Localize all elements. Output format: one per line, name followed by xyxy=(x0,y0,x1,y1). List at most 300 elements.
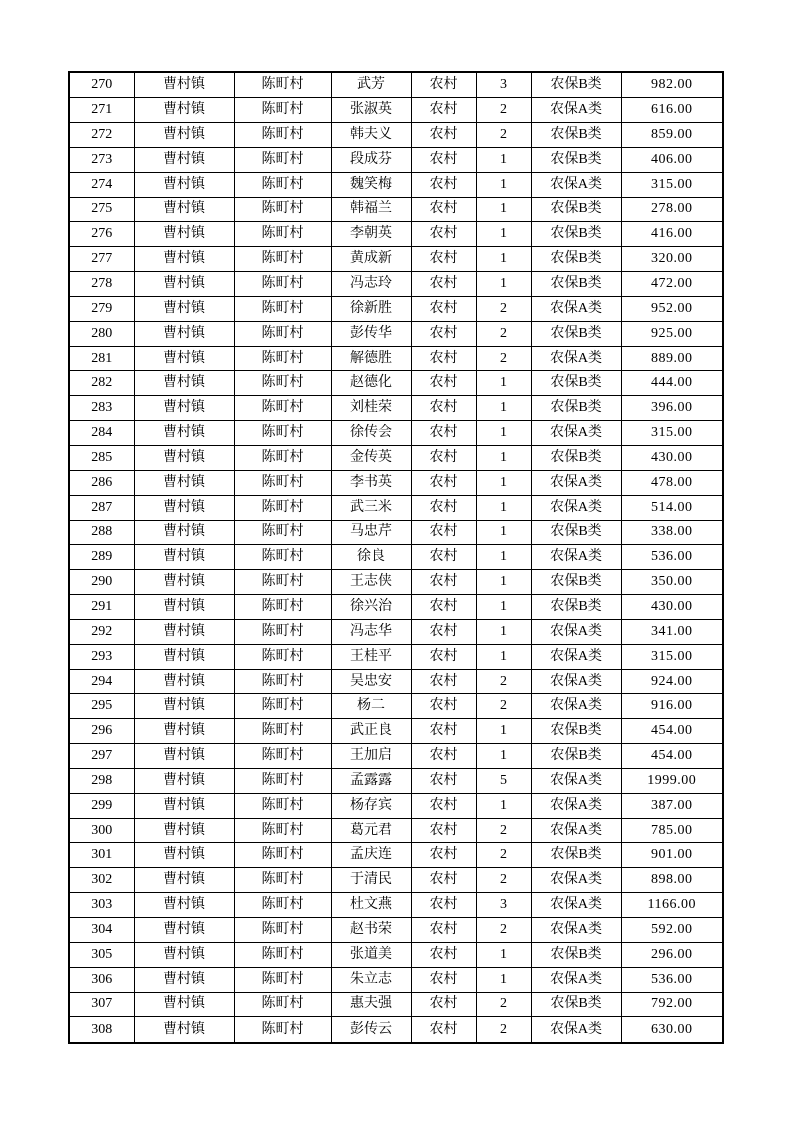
town: 曹村镇 xyxy=(134,421,234,446)
insurance-class: 农保B类 xyxy=(531,520,621,545)
person-count: 1 xyxy=(476,495,531,520)
person-count: 1 xyxy=(476,371,531,396)
residence-category: 农村 xyxy=(411,222,476,247)
town: 曹村镇 xyxy=(134,644,234,669)
table-row xyxy=(69,72,723,98)
village: 陈町村 xyxy=(234,595,331,620)
person-name: 解德胜 xyxy=(331,346,411,371)
person-name: 彭传华 xyxy=(331,321,411,346)
town: 曹村镇 xyxy=(134,570,234,595)
insurance-class: 农保B类 xyxy=(531,247,621,272)
table-row xyxy=(69,595,723,620)
town: 曹村镇 xyxy=(134,123,234,148)
person-name: 李书英 xyxy=(331,470,411,495)
person-name: 韩福兰 xyxy=(331,197,411,222)
residence-category: 农村 xyxy=(411,868,476,893)
village: 陈町村 xyxy=(234,445,331,470)
row-number: 286 xyxy=(69,470,134,495)
person-count: 1 xyxy=(476,147,531,172)
residence-category: 农村 xyxy=(411,619,476,644)
town: 曹村镇 xyxy=(134,172,234,197)
row-number: 275 xyxy=(69,197,134,222)
row-number: 304 xyxy=(69,918,134,943)
table-body xyxy=(69,72,723,1043)
amount: 792.00 xyxy=(621,992,723,1017)
amount: 1166.00 xyxy=(621,893,723,918)
person-count: 1 xyxy=(476,570,531,595)
insurance-class: 农保B类 xyxy=(531,396,621,421)
table-row xyxy=(69,421,723,446)
row-number: 271 xyxy=(69,98,134,123)
person-count: 1 xyxy=(476,396,531,421)
person-count: 2 xyxy=(476,669,531,694)
amount: 901.00 xyxy=(621,843,723,868)
residence-category: 农村 xyxy=(411,172,476,197)
insurance-class: 农保A类 xyxy=(531,918,621,943)
person-name: 武正良 xyxy=(331,719,411,744)
insurance-class: 农保A类 xyxy=(531,694,621,719)
amount: 536.00 xyxy=(621,967,723,992)
insurance-class: 农保A类 xyxy=(531,644,621,669)
insurance-class: 农保B类 xyxy=(531,570,621,595)
row-number: 289 xyxy=(69,545,134,570)
town: 曹村镇 xyxy=(134,371,234,396)
row-number: 272 xyxy=(69,123,134,148)
amount: 924.00 xyxy=(621,669,723,694)
residence-category: 农村 xyxy=(411,495,476,520)
amount: 320.00 xyxy=(621,247,723,272)
amount: 387.00 xyxy=(621,793,723,818)
town: 曹村镇 xyxy=(134,495,234,520)
residence-category: 农村 xyxy=(411,123,476,148)
residence-category: 农村 xyxy=(411,744,476,769)
residence-category: 农村 xyxy=(411,942,476,967)
amount: 630.00 xyxy=(621,1017,723,1043)
town: 曹村镇 xyxy=(134,72,234,98)
person-count: 1 xyxy=(476,793,531,818)
insurance-class: 农保A类 xyxy=(531,967,621,992)
person-count: 1 xyxy=(476,421,531,446)
residence-category: 农村 xyxy=(411,967,476,992)
amount: 444.00 xyxy=(621,371,723,396)
person-name: 赵德化 xyxy=(331,371,411,396)
village: 陈町村 xyxy=(234,818,331,843)
town: 曹村镇 xyxy=(134,744,234,769)
village: 陈町村 xyxy=(234,793,331,818)
row-number: 297 xyxy=(69,744,134,769)
row-number: 273 xyxy=(69,147,134,172)
row-number: 306 xyxy=(69,967,134,992)
village: 陈町村 xyxy=(234,768,331,793)
insurance-class: 农保B类 xyxy=(531,942,621,967)
village: 陈町村 xyxy=(234,396,331,421)
person-count: 2 xyxy=(476,818,531,843)
person-name: 葛元君 xyxy=(331,818,411,843)
insurance-class: 农保A类 xyxy=(531,669,621,694)
insurance-class: 农保A类 xyxy=(531,893,621,918)
row-number: 298 xyxy=(69,768,134,793)
insurance-class: 农保A类 xyxy=(531,818,621,843)
amount: 350.00 xyxy=(621,570,723,595)
row-number: 278 xyxy=(69,272,134,297)
amount: 616.00 xyxy=(621,98,723,123)
row-number: 302 xyxy=(69,868,134,893)
insurance-class: 农保A类 xyxy=(531,1017,621,1043)
insurance-class: 农保A类 xyxy=(531,768,621,793)
row-number: 296 xyxy=(69,719,134,744)
table-row xyxy=(69,818,723,843)
amount: 338.00 xyxy=(621,520,723,545)
person-name: 惠夫强 xyxy=(331,992,411,1017)
table-row xyxy=(69,123,723,148)
village: 陈町村 xyxy=(234,72,331,98)
insurance-class: 农保B类 xyxy=(531,222,621,247)
village: 陈町村 xyxy=(234,346,331,371)
town: 曹村镇 xyxy=(134,321,234,346)
person-name: 李朝英 xyxy=(331,222,411,247)
table-row xyxy=(69,669,723,694)
village: 陈町村 xyxy=(234,545,331,570)
person-name: 刘桂荣 xyxy=(331,396,411,421)
row-number: 303 xyxy=(69,893,134,918)
amount: 785.00 xyxy=(621,818,723,843)
insurance-class: 农保B类 xyxy=(531,843,621,868)
residence-category: 农村 xyxy=(411,247,476,272)
village: 陈町村 xyxy=(234,992,331,1017)
person-count: 1 xyxy=(476,197,531,222)
insurance-class: 农保B类 xyxy=(531,371,621,396)
row-number: 282 xyxy=(69,371,134,396)
village: 陈町村 xyxy=(234,520,331,545)
table-row xyxy=(69,768,723,793)
village: 陈町村 xyxy=(234,893,331,918)
village: 陈町村 xyxy=(234,719,331,744)
person-name: 杜文燕 xyxy=(331,893,411,918)
person-count: 1 xyxy=(476,719,531,744)
table-row xyxy=(69,520,723,545)
residence-category: 农村 xyxy=(411,893,476,918)
person-count: 2 xyxy=(476,346,531,371)
table-row xyxy=(69,1017,723,1043)
table-row xyxy=(69,619,723,644)
person-name: 马忠芹 xyxy=(331,520,411,545)
amount: 889.00 xyxy=(621,346,723,371)
residence-category: 农村 xyxy=(411,545,476,570)
row-number: 280 xyxy=(69,321,134,346)
insurance-class: 农保A类 xyxy=(531,346,621,371)
residence-category: 农村 xyxy=(411,470,476,495)
table-row xyxy=(69,918,723,943)
residence-category: 农村 xyxy=(411,768,476,793)
residence-category: 农村 xyxy=(411,396,476,421)
town: 曹村镇 xyxy=(134,918,234,943)
table-row xyxy=(69,967,723,992)
town: 曹村镇 xyxy=(134,793,234,818)
town: 曹村镇 xyxy=(134,396,234,421)
row-number: 299 xyxy=(69,793,134,818)
residence-category: 农村 xyxy=(411,669,476,694)
row-number: 284 xyxy=(69,421,134,446)
amount: 592.00 xyxy=(621,918,723,943)
village: 陈町村 xyxy=(234,619,331,644)
residence-category: 农村 xyxy=(411,818,476,843)
amount: 296.00 xyxy=(621,942,723,967)
person-name: 韩夫义 xyxy=(331,123,411,148)
insurance-class: 农保A类 xyxy=(531,421,621,446)
table-row xyxy=(69,843,723,868)
residence-category: 农村 xyxy=(411,918,476,943)
town: 曹村镇 xyxy=(134,694,234,719)
residence-category: 农村 xyxy=(411,644,476,669)
table-row xyxy=(69,942,723,967)
person-name: 于清民 xyxy=(331,868,411,893)
table-row xyxy=(69,719,723,744)
row-number: 287 xyxy=(69,495,134,520)
residence-category: 农村 xyxy=(411,296,476,321)
person-name: 冯志玲 xyxy=(331,272,411,297)
person-count: 1 xyxy=(476,520,531,545)
insurance-class: 农保B类 xyxy=(531,595,621,620)
person-name: 杨存宾 xyxy=(331,793,411,818)
person-count: 1 xyxy=(476,595,531,620)
residence-category: 农村 xyxy=(411,843,476,868)
town: 曹村镇 xyxy=(134,296,234,321)
village: 陈町村 xyxy=(234,843,331,868)
row-number: 288 xyxy=(69,520,134,545)
village: 陈町村 xyxy=(234,321,331,346)
person-name: 段成芬 xyxy=(331,147,411,172)
person-name: 杨二 xyxy=(331,694,411,719)
insurance-class: 农保A类 xyxy=(531,868,621,893)
person-count: 2 xyxy=(476,992,531,1017)
residence-category: 农村 xyxy=(411,321,476,346)
person-name: 王加启 xyxy=(331,744,411,769)
insurance-class: 农保A类 xyxy=(531,495,621,520)
insurance-class: 农保B类 xyxy=(531,719,621,744)
row-number: 292 xyxy=(69,619,134,644)
row-number: 295 xyxy=(69,694,134,719)
row-number: 308 xyxy=(69,1017,134,1043)
amount: 478.00 xyxy=(621,470,723,495)
person-count: 1 xyxy=(476,222,531,247)
village: 陈町村 xyxy=(234,669,331,694)
person-name: 吴忠安 xyxy=(331,669,411,694)
insurance-class: 农保A类 xyxy=(531,296,621,321)
row-number: 277 xyxy=(69,247,134,272)
person-name: 彭传云 xyxy=(331,1017,411,1043)
row-number: 283 xyxy=(69,396,134,421)
town: 曹村镇 xyxy=(134,868,234,893)
residence-category: 农村 xyxy=(411,570,476,595)
insurance-class: 农保B类 xyxy=(531,72,621,98)
person-count: 1 xyxy=(476,967,531,992)
person-count: 1 xyxy=(476,545,531,570)
residence-category: 农村 xyxy=(411,520,476,545)
town: 曹村镇 xyxy=(134,545,234,570)
insurance-class: 农保A类 xyxy=(531,793,621,818)
town: 曹村镇 xyxy=(134,222,234,247)
person-name: 武三米 xyxy=(331,495,411,520)
person-count: 2 xyxy=(476,123,531,148)
village: 陈町村 xyxy=(234,918,331,943)
table-row xyxy=(69,222,723,247)
residence-category: 农村 xyxy=(411,694,476,719)
residence-category: 农村 xyxy=(411,445,476,470)
row-number: 270 xyxy=(69,72,134,98)
person-name: 王桂平 xyxy=(331,644,411,669)
insurance-class: 农保B类 xyxy=(531,272,621,297)
person-name: 王志侠 xyxy=(331,570,411,595)
town: 曹村镇 xyxy=(134,346,234,371)
town: 曹村镇 xyxy=(134,520,234,545)
village: 陈町村 xyxy=(234,147,331,172)
row-number: 279 xyxy=(69,296,134,321)
person-count: 3 xyxy=(476,893,531,918)
row-number: 274 xyxy=(69,172,134,197)
person-count: 1 xyxy=(476,247,531,272)
residence-category: 农村 xyxy=(411,992,476,1017)
residence-category: 农村 xyxy=(411,421,476,446)
amount: 315.00 xyxy=(621,172,723,197)
table-row xyxy=(69,694,723,719)
person-name: 黄成新 xyxy=(331,247,411,272)
table-row xyxy=(69,495,723,520)
town: 曹村镇 xyxy=(134,445,234,470)
insurance-class: 农保B类 xyxy=(531,445,621,470)
residence-category: 农村 xyxy=(411,98,476,123)
residence-category: 农村 xyxy=(411,346,476,371)
table-row xyxy=(69,570,723,595)
row-number: 285 xyxy=(69,445,134,470)
person-count: 2 xyxy=(476,843,531,868)
person-count: 1 xyxy=(476,744,531,769)
insurance-class: 农保A类 xyxy=(531,619,621,644)
residence-category: 农村 xyxy=(411,72,476,98)
table-row xyxy=(69,545,723,570)
person-name: 魏笑梅 xyxy=(331,172,411,197)
table-row xyxy=(69,371,723,396)
town: 曹村镇 xyxy=(134,669,234,694)
town: 曹村镇 xyxy=(134,272,234,297)
amount: 925.00 xyxy=(621,321,723,346)
amount: 1999.00 xyxy=(621,768,723,793)
town: 曹村镇 xyxy=(134,619,234,644)
person-name: 冯志华 xyxy=(331,619,411,644)
amount: 982.00 xyxy=(621,72,723,98)
amount: 430.00 xyxy=(621,445,723,470)
village: 陈町村 xyxy=(234,172,331,197)
row-number: 307 xyxy=(69,992,134,1017)
row-number: 291 xyxy=(69,595,134,620)
table-row xyxy=(69,147,723,172)
town: 曹村镇 xyxy=(134,1017,234,1043)
person-name: 徐良 xyxy=(331,545,411,570)
table-row xyxy=(69,868,723,893)
amount: 472.00 xyxy=(621,272,723,297)
town: 曹村镇 xyxy=(134,147,234,172)
person-name: 张淑英 xyxy=(331,98,411,123)
row-number: 294 xyxy=(69,669,134,694)
person-count: 2 xyxy=(476,321,531,346)
town: 曹村镇 xyxy=(134,595,234,620)
table-row xyxy=(69,247,723,272)
village: 陈町村 xyxy=(234,421,331,446)
town: 曹村镇 xyxy=(134,98,234,123)
row-number: 281 xyxy=(69,346,134,371)
insurance-class: 农保B类 xyxy=(531,123,621,148)
amount: 278.00 xyxy=(621,197,723,222)
town: 曹村镇 xyxy=(134,247,234,272)
town: 曹村镇 xyxy=(134,719,234,744)
amount: 396.00 xyxy=(621,396,723,421)
insurance-class: 农保B类 xyxy=(531,147,621,172)
town: 曹村镇 xyxy=(134,768,234,793)
table-row xyxy=(69,272,723,297)
person-count: 3 xyxy=(476,72,531,98)
person-name: 孟庆连 xyxy=(331,843,411,868)
amount: 916.00 xyxy=(621,694,723,719)
person-name: 赵书荣 xyxy=(331,918,411,943)
table-row xyxy=(69,644,723,669)
residence-category: 农村 xyxy=(411,595,476,620)
town: 曹村镇 xyxy=(134,818,234,843)
village: 陈町村 xyxy=(234,942,331,967)
table-row xyxy=(69,346,723,371)
village: 陈町村 xyxy=(234,570,331,595)
amount: 454.00 xyxy=(621,719,723,744)
residence-category: 农村 xyxy=(411,272,476,297)
person-count: 2 xyxy=(476,918,531,943)
person-count: 1 xyxy=(476,445,531,470)
person-name: 朱立志 xyxy=(331,967,411,992)
amount: 416.00 xyxy=(621,222,723,247)
row-number: 300 xyxy=(69,818,134,843)
person-count: 5 xyxy=(476,768,531,793)
person-name: 徐传会 xyxy=(331,421,411,446)
residence-category: 农村 xyxy=(411,147,476,172)
residence-category: 农村 xyxy=(411,371,476,396)
village: 陈町村 xyxy=(234,967,331,992)
village: 陈町村 xyxy=(234,644,331,669)
village: 陈町村 xyxy=(234,495,331,520)
row-number: 301 xyxy=(69,843,134,868)
table-row xyxy=(69,396,723,421)
insurance-class: 农保B类 xyxy=(531,197,621,222)
row-number: 290 xyxy=(69,570,134,595)
amount: 536.00 xyxy=(621,545,723,570)
amount: 406.00 xyxy=(621,147,723,172)
table-row xyxy=(69,296,723,321)
insurance-class: 农保A类 xyxy=(531,172,621,197)
village: 陈町村 xyxy=(234,694,331,719)
town: 曹村镇 xyxy=(134,942,234,967)
row-number: 305 xyxy=(69,942,134,967)
residence-category: 农村 xyxy=(411,793,476,818)
table-row xyxy=(69,893,723,918)
table-row xyxy=(69,744,723,769)
village: 陈町村 xyxy=(234,98,331,123)
person-count: 1 xyxy=(476,619,531,644)
town: 曹村镇 xyxy=(134,197,234,222)
table-row xyxy=(69,793,723,818)
village: 陈町村 xyxy=(234,371,331,396)
amount: 315.00 xyxy=(621,421,723,446)
amount: 454.00 xyxy=(621,744,723,769)
table-row xyxy=(69,197,723,222)
insurance-class: 农保A类 xyxy=(531,545,621,570)
person-count: 1 xyxy=(476,172,531,197)
village: 陈町村 xyxy=(234,197,331,222)
